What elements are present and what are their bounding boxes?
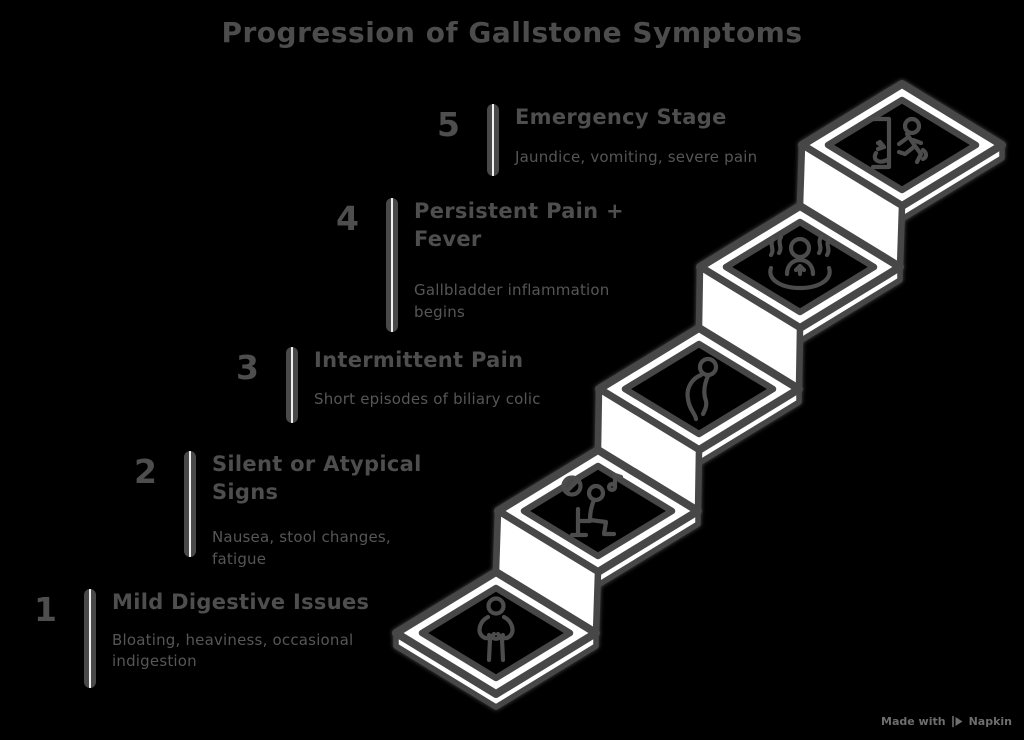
stage-2-text [212,451,447,571]
stage-2-number: 2 [134,452,158,491]
stage-2-title: Silent or Atypical Signs [212,452,422,504]
stage-3-subtitle: Short episodes of biliary colic [314,389,541,408]
stage-2-label-group [98,451,447,571]
stage-5-subtitle: Jaundice, vomiting, severe pain [515,147,758,166]
stage-4-text [414,198,659,324]
stage-5-label-group [401,104,800,176]
napkin-brand-label: Napkin [968,715,1012,728]
stage-4-number: 4 [336,199,360,238]
stage-3-number: 3 [236,348,260,387]
stage-3-title: Intermittent Pain [314,348,524,372]
stage-3-marker-bar [286,347,298,423]
stage-5-marker-bar [487,104,499,176]
attribution [881,715,1012,728]
stage-1-number: 1 [34,590,58,629]
stage-4-marker-bar [386,198,398,332]
stage-3-text [314,347,614,410]
stage-4-title: Persistent Pain + Fever [414,199,624,251]
stage-4-subtitle: Gallbladder inflammation begins [414,281,610,322]
stage-3-label-group [200,347,614,423]
stage-1-subtitle: Bloating, heaviness, occasional indigestion [112,630,354,671]
stage-1-marker-bar [84,589,96,688]
stage-4-label-group [300,198,659,332]
stage-5-title: Emergency Stage [515,105,727,129]
stage-1-title: Mild Digestive Issues [112,590,370,614]
stage-5-number: 5 [437,105,461,144]
made-with-label: Made with [881,715,946,728]
stage-2-marker-bar [184,451,196,557]
page-title: Progression of Gallstone Symptoms [221,16,803,49]
stage-2-subtitle: Nausea, stool changes, fatigue [212,528,391,569]
stage-1-label-group [0,589,402,688]
stage-1-text [112,589,402,673]
napkin-logo-icon [951,715,964,728]
stage-5-text [515,104,800,168]
